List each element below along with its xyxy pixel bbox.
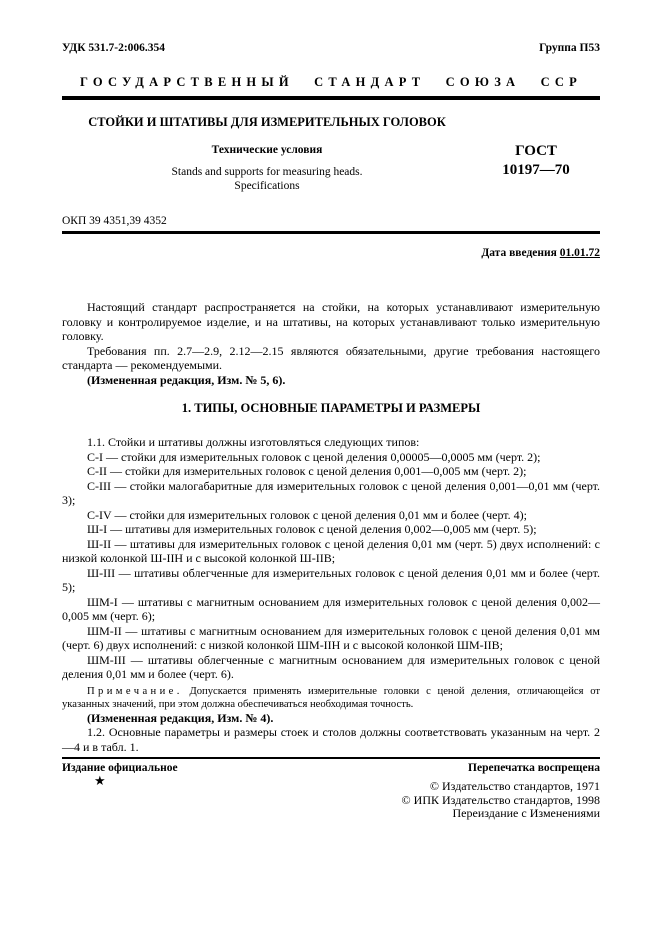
star-icon: ★	[94, 773, 106, 788]
intro-paragraph-2: Требования пп. 2.7—2.9, 2.12—2.15 являются обязательными, другие требования настоящего стандарта — рекомендуемыми.	[62, 343, 600, 373]
classification-row	[62, 42, 600, 54]
state-standard-banner: ГОСУДАРСТВЕННЫЙ СТАНДАРТ СОЮЗА ССР	[79, 75, 583, 89]
type-item-sh1: Ш-I — штативы для измерительных головок с ценой деления 0,002—0,005 мм (черт. 5);	[87, 522, 537, 537]
types-list	[62, 435, 600, 754]
footer-notice-row	[62, 762, 600, 774]
date-value: 01.01.72	[559, 247, 600, 260]
note-paragraph	[62, 685, 600, 711]
title-column	[62, 115, 472, 193]
okp-code: ОКП 39 4351,39 4352	[62, 215, 167, 228]
copyright-line-1971: © Издательство стандартов, 1971	[429, 779, 600, 793]
intro-section	[62, 300, 600, 387]
gost-number: 10197—70	[502, 161, 570, 178]
type-item-shm1: ШМ-I — штативы с магнитным основанием для измерительных головок с ценой деления 0,002—0,005 мм (черт. 6);	[62, 594, 600, 624]
title-en-line1: Stands and supports for measuring heads.	[171, 166, 363, 178]
title-en-line2: Specifications	[234, 179, 300, 192]
copyright-line-1998: © ИПК Издательство стандартов, 1998	[401, 792, 600, 807]
copyright-block	[402, 780, 600, 821]
header-rule	[62, 96, 600, 100]
type-item-shm3: ШМ-III — штативы облегченные с магнитным основанием для измерительных головок с ценой деления 0,01 мм и более (черт. 6).	[62, 652, 600, 682]
note-text: Допускается применять измерительные головки с ценой деления, отличающейся от указанных значений, при этом должна обеспечиваться необходимая точность.	[62, 685, 600, 710]
type-item-c4: С-IV — стойки для измерительных головок с ценой деления 0,01 мм и более (черт. 4);	[87, 507, 527, 522]
type-item-c2: С-II — стойки для измерительных головок с ценой деления 0,001—0,005 мм (черт. 2);	[87, 464, 527, 479]
note-label: Примечание.	[87, 685, 183, 697]
page-footer	[62, 757, 600, 821]
amendment-note-56: (Измененная редакция, Изм. № 5, 6).	[87, 372, 286, 387]
footer-rule	[62, 757, 600, 759]
amendment-note-4: (Измененная редакция, Изм. № 4).	[87, 710, 274, 725]
type-item-c3: С-III — стойки малогабаритные для измерительных головок с ценой деления 0,001—0,01 мм (черт. 3);	[62, 478, 600, 508]
type-item-shm2: ШМ-II — штативы с магнитным основанием для измерительных головок с ценой деления 0,01 мм (черт. 6) двух исполнений: с низкой колонкой ШМ-IIН и с высокой колонкой ШМ-IIВ;	[62, 623, 600, 653]
type-item-sh3: Ш-III — штативы облегченные для измерительных головок с ценой деления 0,01 мм и более (черт. 5);	[62, 565, 600, 595]
title-rule	[62, 231, 600, 234]
title-block	[62, 115, 600, 193]
footer-second-row	[62, 774, 600, 821]
gost-designation	[472, 115, 600, 193]
clause-1-1: 1.1. Стойки и штативы должны изготовляться следующих типов:	[87, 435, 420, 450]
reissue-note: Переиздание с Изменениями	[452, 806, 600, 820]
group-code: Группа П53	[539, 42, 600, 54]
introduction-date	[62, 247, 600, 259]
section-1-heading: 1. ТИПЫ, ОСНОВНЫЕ ПАРАМЕТРЫ И РАЗМЕРЫ	[181, 401, 481, 416]
document-title-en	[62, 166, 472, 193]
clause-1-2: 1.2. Основные параметры и размеры стоек и столов должны соответствовать указанным на черт. 2—4 и в табл. 1.	[62, 725, 600, 754]
document-title-ru: СТОЙКИ И ШТАТИВЫ ДЛЯ ИЗМЕРИТЕЛЬНЫХ ГОЛОВОК	[88, 115, 446, 129]
type-item-c1: С-I — стойки для измерительных головок с ценой деления 0,00005—0,0005 мм (черт. 2);	[87, 449, 541, 464]
gost-label: ГОСТ	[515, 143, 557, 159]
date-label: Дата введения	[481, 247, 557, 260]
type-item-sh2: Ш-II — штативы для измерительных головок с ценой деления 0,01 мм (черт. 5) двух исполнений: с низкой колонкой Ш-IIН и с высокой колонкой Ш-IIВ;	[62, 536, 600, 566]
udk-code: УДК 531.7-2:006.354	[62, 42, 166, 54]
reprint-prohibited-label: Перепечатка воспрещена	[468, 762, 600, 774]
intro-paragraph-1: Настоящий стандарт распространяется на стойки, на которых устанавливают измерительную головку и контролируемое изделие, и на штативы, на которых устанавливают только измерительную головку.	[62, 300, 600, 344]
document-subtitle-ru: Технические условия	[211, 144, 323, 156]
official-edition-label: Издание официальное	[62, 762, 178, 774]
